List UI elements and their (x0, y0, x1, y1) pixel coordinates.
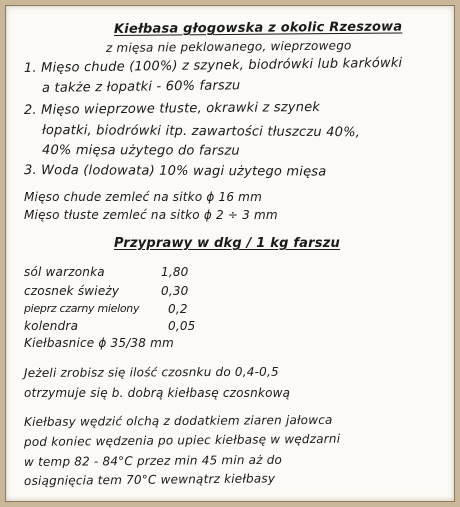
smoking-line-2: pod koniec wędzenia po upiec kiełbasę w wędzarni (23, 431, 341, 449)
handwritten-recipe-page (5, 5, 455, 502)
spice-name: kolendra (24, 319, 79, 333)
spice-name: czosnek świeży (24, 284, 120, 298)
recipe-title: Kiełbasa głogowska z okolic Rzeszowa (113, 19, 403, 37)
smoking-line-1: Kiełbasy wędzić olchą z dodatkiem ziaren jałowca (23, 412, 333, 429)
step-2-line-1: 2. Mięso wieprzowe tłuste, okrawki z szynek (23, 99, 321, 118)
smoking-line-4: osiągnięcia tem 70°C wewnątrz kiełbasy (23, 471, 276, 488)
smoking-line-3: w temp 82 - 84°C przez min 45 min aż do (23, 452, 283, 469)
spice-value: 1,80 (161, 265, 189, 279)
step-1-line-1: 1. Mięso chude (100%) z szynek, biodrówki lub karkówki (23, 55, 403, 76)
casing-note: Kiełbasnice ϕ 35/38 mm (24, 336, 174, 350)
spice-value: 0,30 (161, 284, 189, 298)
spices-heading: Przyprawy w dkg / 1 kg farszu (114, 236, 340, 251)
step-2-line-3: 40% mięsa użytego do farszu (41, 143, 240, 159)
grinding-lean: Mięso chude zemleć na sitko ϕ 16 mm (24, 190, 262, 204)
step-1-line-2: a także z łopatki - 60% farszu (41, 78, 241, 96)
step-3: 3. Woda (lodowata) 10% wagi użytego mięsa (23, 163, 327, 180)
garlic-note-line-1: Jeżeli zrobisz się ilość czosnku do 0,4-0,5 (23, 364, 279, 380)
spice-name: pieprz czarny mielony (24, 302, 140, 315)
spice-value: 0,2 (168, 302, 188, 316)
recipe-subtitle: z mięsa nie peklowanego, wieprzowego (105, 38, 352, 55)
spice-value: 0,05 (168, 319, 196, 333)
garlic-note-line-2: otrzymuje się b. dobrą kiełbasę czosnkową (24, 386, 291, 400)
spice-name: sól warzonka (24, 265, 105, 279)
grinding-fat: Mięso tłuste zemleć na sitko ϕ 2 ÷ 3 mm (24, 208, 278, 222)
step-2-line-2: łopatki, biodrówki itp. zawartości tłuszczu 40%, (41, 123, 361, 141)
